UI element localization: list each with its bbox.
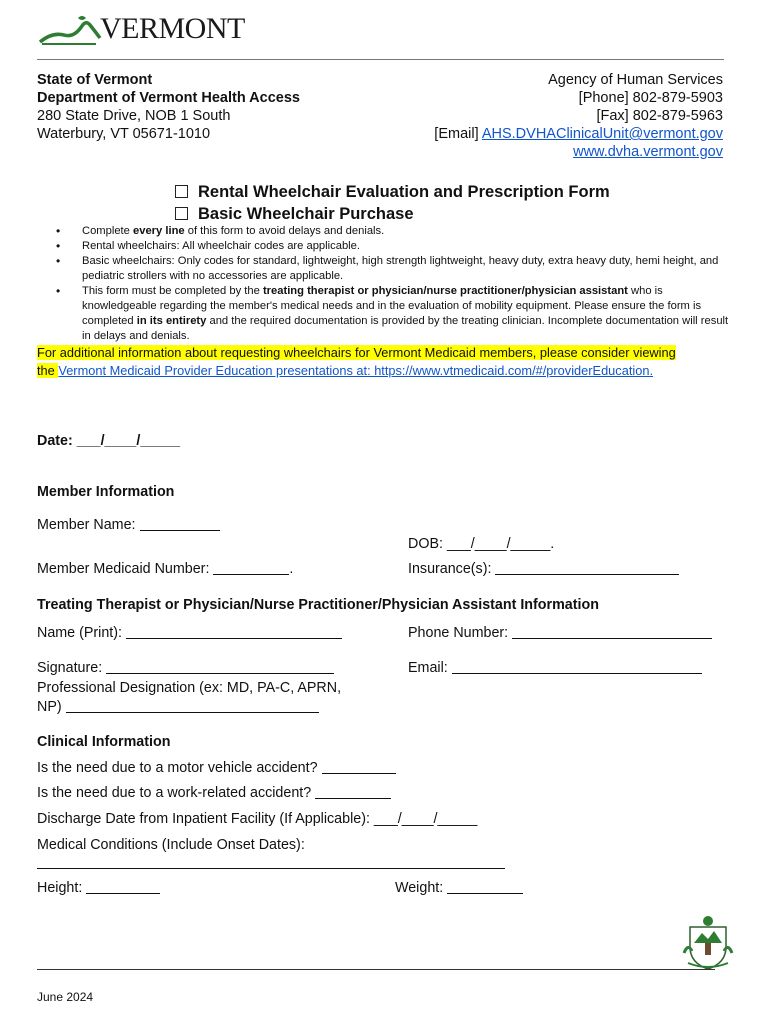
height-input[interactable] — [86, 879, 160, 894]
additional-info — [37, 344, 737, 380]
instruction-emphasis: every line — [133, 225, 185, 237]
provider-name-field — [37, 624, 342, 642]
rental-checkbox[interactable] — [175, 185, 188, 198]
work-accident-input[interactable] — [315, 784, 391, 799]
height-field — [37, 879, 160, 897]
rental-title: Rental Wheelchair Evaluation and Prescription Form — [198, 183, 610, 201]
weight-field — [395, 879, 523, 897]
insurance-field — [408, 560, 679, 578]
agency-name: Agency of Human Services — [548, 72, 723, 88]
agency-contact-block — [434, 71, 723, 161]
member-name-input[interactable] — [140, 516, 220, 531]
designation-label: Professional Designation (ex: MD, PA-C, APRN, — [37, 680, 342, 696]
instruction-text: who is knowledgeable regarding the member's medical needs and in the evaluation of mobility equipment. Please ensure the form is completed — [82, 285, 702, 327]
instruction-emphasis: in its entirety — [136, 315, 207, 327]
designation-field — [37, 698, 319, 716]
medicaid-number-field: Member Medicaid Number: . — [37, 561, 294, 577]
phone-label: Phone Number: — [408, 625, 513, 641]
instruction-text: of this form to avoid delays and denials. — [184, 225, 385, 237]
phone-input[interactable] — [512, 624, 712, 639]
state-name: State of Vermont — [37, 72, 153, 88]
mva-answer-input[interactable] — [322, 759, 396, 774]
weight-input[interactable] — [447, 879, 523, 894]
instruction-text: and the required documentation is provided by the treating clinician. Incomplete documentation will result in delays and denials. — [82, 315, 729, 342]
email-label: [Email] — [434, 126, 482, 142]
discharge-date-field — [37, 810, 477, 828]
instruction-text: Rental wheelchairs: All wheelchair codes are applicable. — [82, 240, 360, 252]
instruction-text: Complete — [82, 225, 133, 237]
instruction-text: Basic wheelchairs: Only codes for standard, lightweight, high strength lightweight, heavy duty, extra heavy duty, hemi height, and pediatric strollers with no accessories are applicable. — [82, 255, 719, 282]
medicaid-number-label: Member Medicaid Number: — [37, 561, 214, 577]
department-name: Department of Vermont Health Access — [37, 90, 300, 106]
date-label: Date: — [37, 433, 73, 449]
dob-field — [408, 535, 554, 553]
form-type-options — [175, 181, 610, 225]
additional-info-the: the — [37, 363, 59, 378]
phone-number: [Phone] 802-879-5903 — [578, 90, 723, 106]
date-blank[interactable]: ___/____/_____ — [76, 433, 181, 449]
instruction-item — [64, 284, 736, 344]
fax-number: [Fax] 802-879-5963 — [596, 108, 723, 124]
medicaid-number-input[interactable] — [213, 560, 289, 575]
instruction-text: This form must be completed by the — [82, 285, 263, 297]
dob-blank[interactable]: ___/____/_____. — [446, 536, 555, 552]
instruction-item — [64, 224, 736, 239]
insurance-label: Insurance(s): — [408, 561, 496, 577]
instruction-item — [64, 254, 736, 284]
designation-label-np: NP) — [37, 699, 66, 715]
website-link[interactable]: www.dvha.vermont.gov — [573, 144, 723, 160]
email-link[interactable]: AHS.DVHAClinicalUnit@vermont.gov — [481, 126, 723, 142]
signature-label: Signature: — [37, 660, 107, 676]
provider-name-input[interactable] — [126, 624, 342, 639]
member-info-heading: Member Information — [37, 484, 175, 500]
designation-input[interactable] — [66, 698, 319, 713]
height-label: Height: — [37, 880, 87, 896]
basic-checkbox[interactable] — [175, 207, 188, 220]
discharge-date-blank[interactable]: ___/____/_____ — [373, 811, 478, 827]
discharge-date-label: Discharge Date from Inpatient Facility (If Applicable): — [37, 811, 374, 827]
provider-email-input[interactable] — [452, 659, 702, 674]
member-name-field — [37, 516, 220, 534]
additional-info-text: For additional information about requesting wheelchairs for Vermont Medicaid members, please consider viewing — [37, 345, 676, 360]
header-divider — [37, 59, 724, 60]
medical-conditions-label: Medical Conditions (Include Onset Dates): — [37, 837, 305, 853]
signature-field — [37, 659, 334, 677]
insurance-input[interactable] — [495, 560, 679, 575]
instructions-list — [64, 224, 736, 344]
street-address: 280 State Drive, NOB 1 South — [37, 108, 231, 124]
mva-question — [37, 759, 396, 777]
work-accident-question — [37, 784, 391, 802]
provider-email-label: Email: — [408, 660, 452, 676]
city-address: Waterbury, VT 05671-1010 — [37, 126, 211, 142]
clinical-info-heading: Clinical Information — [37, 734, 171, 750]
medical-conditions-input[interactable] — [37, 868, 505, 869]
phone-field — [408, 624, 712, 642]
vermont-logo-text: VERMONT — [100, 12, 245, 45]
member-name-label: Member Name: — [37, 517, 140, 533]
basic-title: Basic Wheelchair Purchase — [198, 205, 414, 223]
weight-label: Weight: — [395, 880, 448, 896]
footer-date: June 2024 — [37, 990, 94, 1004]
instruction-item — [64, 239, 736, 254]
provider-education-link[interactable]: Vermont Medicaid Provider Education presentations at: https://www.vtmedicaid.com/#/providerEducation. — [58, 363, 654, 378]
rental-option — [175, 181, 610, 203]
provider-email-field — [408, 659, 702, 677]
basic-option — [175, 203, 610, 225]
signature-input[interactable] — [106, 659, 334, 674]
dob-label: DOB: — [408, 536, 447, 552]
work-accident-label: Is the need due to a work-related accident? — [37, 785, 316, 801]
vermont-seal-icon — [682, 913, 734, 971]
date-field — [37, 432, 180, 450]
mva-question-label: Is the need due to a motor vehicle accident? — [37, 760, 322, 776]
email-row — [434, 125, 723, 143]
instruction-emphasis: treating therapist or physician/nurse practitioner/physician assistant — [262, 285, 628, 297]
footer-divider — [37, 969, 715, 970]
state-address-block — [37, 71, 300, 143]
provider-info-heading: Treating Therapist or Physician/Nurse Practitioner/Physician Assistant Information — [37, 597, 599, 613]
provider-name-label: Name (Print): — [37, 625, 126, 641]
